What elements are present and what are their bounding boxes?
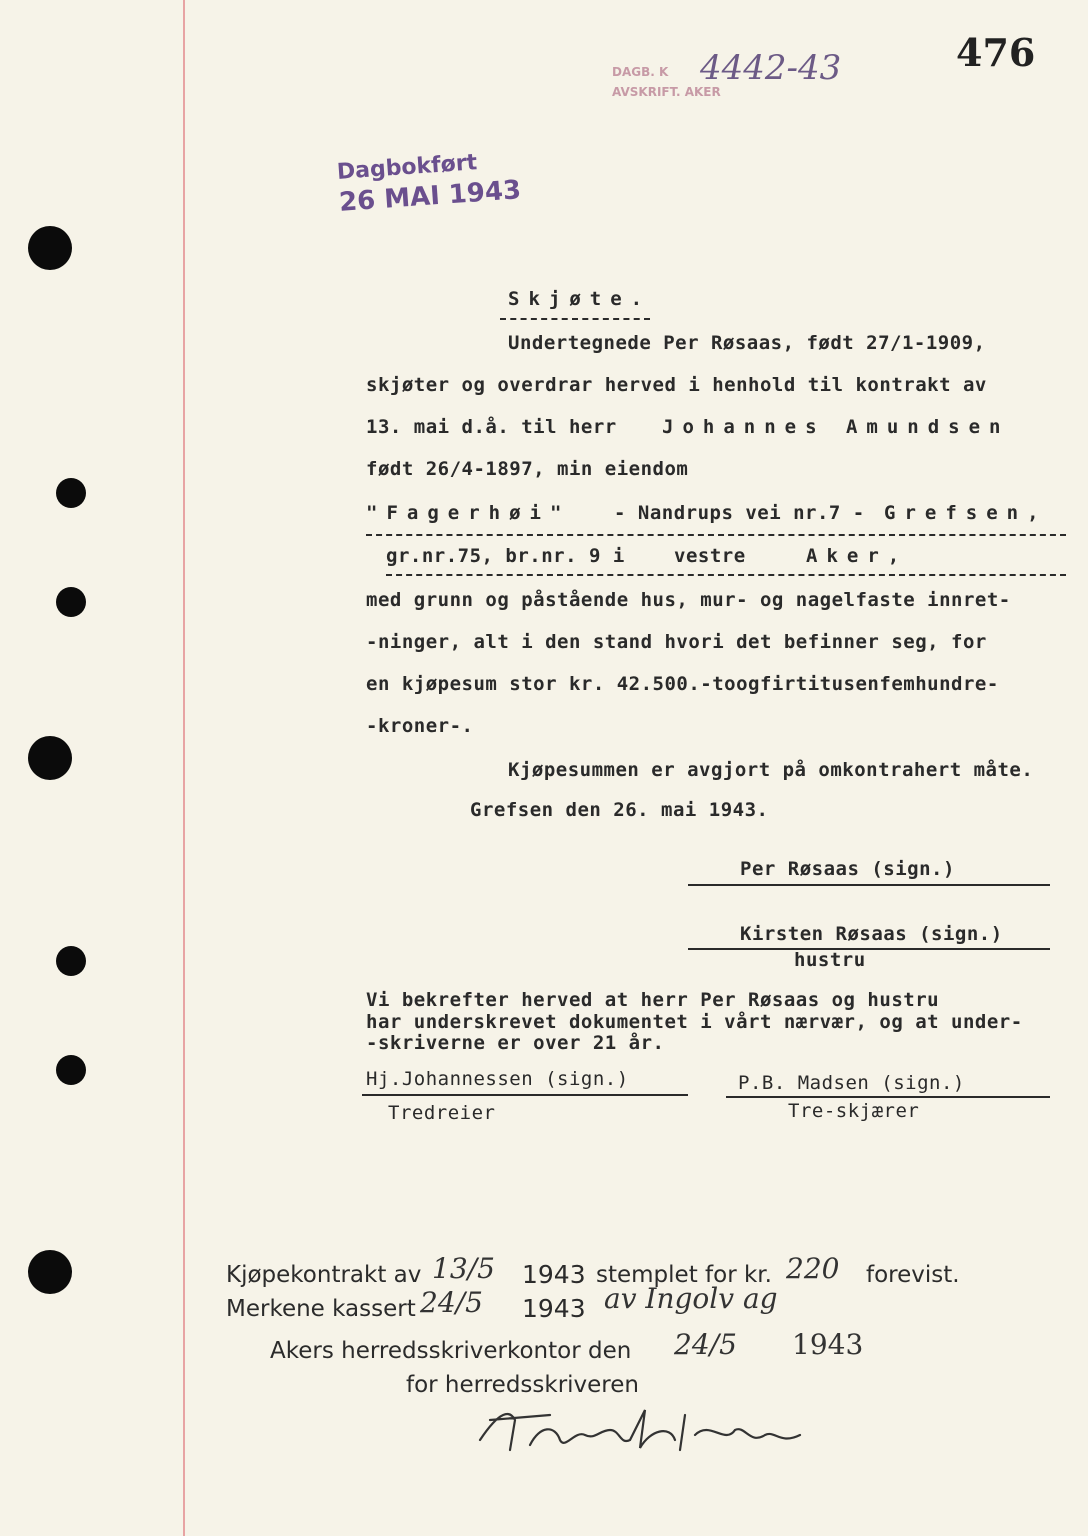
registry-line2-date: 24/5 (420, 1286, 483, 1319)
deed-line: født 26/4-1897, min eiendom (366, 458, 689, 480)
witness-statement-line: -skriverne er over 21 år. (366, 1032, 665, 1054)
registry-line1-date: 13/5 (432, 1252, 495, 1285)
page-number: 476 (956, 30, 1036, 75)
witness-statement-line: Vi bekrefter herved at herr Per Røsaas og hustru (366, 989, 940, 1011)
registry-line1-amount: 220 (786, 1252, 840, 1285)
punch-hole (56, 946, 86, 976)
registrar-signature-text: Thorleif Heien (470, 1400, 479, 1401)
registry-line3-a: Akers herredsskriverkontor den (270, 1338, 632, 1364)
signature-line (688, 884, 1050, 886)
deed-line: 13. mai d.å. til herr (366, 416, 617, 438)
punch-hole (56, 587, 86, 617)
margin-line (183, 0, 185, 1536)
registrar-signature (470, 1400, 830, 1460)
registry-line1-b: stemplet for kr. (596, 1262, 772, 1288)
deed-line: -kroner-. (366, 715, 474, 737)
deed-line: skjøter og overdrar herved i henhold til kontrakt av (366, 374, 987, 396)
date-stamp (336, 145, 522, 218)
registry-line4: for herredsskriveren (406, 1372, 639, 1398)
registry-line2-a: Merkene kassert (226, 1296, 416, 1322)
witness-line (726, 1096, 1050, 1098)
witness-2-name: P.B. Madsen (sign.) (738, 1072, 965, 1094)
registry-line3-date: 24/5 (674, 1328, 737, 1361)
registry-line2-year: 1943 (522, 1294, 586, 1323)
witness-1-name: Hj.Johannessen (sign.) (366, 1068, 629, 1090)
witness-2-role: Tre-skjærer (788, 1100, 920, 1122)
deed-line: -ninger, alt i den stand hvori det befinner seg, for (366, 631, 987, 653)
cadastre-underline (386, 574, 1066, 576)
title-underline (500, 318, 650, 320)
deed-line: gr.nr.75, br.nr. 9 i (386, 545, 625, 567)
journal-stamp-line1: DAGB. K (612, 65, 669, 79)
buyer-name: Johannes Amundsen (662, 416, 1010, 438)
date-stamp-line1: Dagbokført (336, 150, 478, 185)
punch-hole (56, 1055, 86, 1085)
deed-line: Undertegnede Per Røsaas, født 27/1-1909, (508, 332, 986, 354)
date-stamp-line2: 26 MAI 1943 (338, 175, 523, 218)
punch-hole (28, 226, 72, 270)
deed-title: Skjøte. (508, 288, 652, 310)
signature-line (688, 948, 1050, 950)
witness-1-role: Tredreier (388, 1102, 496, 1124)
journal-number: 4442-43 (700, 48, 842, 88)
registry-line1-a: Kjøpekontrakt av (226, 1262, 422, 1288)
registry-line1-year: 1943 (522, 1260, 586, 1289)
deed-line: en kjøpesum stor kr. 42.500.-toogfirtitusenfemhundre- (366, 673, 999, 695)
witness-line (362, 1094, 688, 1096)
spouse-role: hustru (794, 949, 866, 971)
property-place: Grefsen, (884, 502, 1048, 524)
spouse-signature: Kirsten Røsaas (sign.) (740, 923, 1003, 945)
journal-stamp-line2: AVSKRIFT. AKER (612, 85, 721, 99)
punch-hole (28, 1250, 72, 1294)
seller-signature: Per Røsaas (sign.) (740, 858, 955, 880)
punch-hole (56, 478, 86, 508)
property-address: - Nandrups vei nr.7 - (614, 502, 865, 524)
deed-line: Kjøpesummen er avgjort på omkontrahert måte. (508, 759, 1034, 781)
punch-hole (28, 736, 72, 780)
registry-line1-c: forevist. (866, 1262, 960, 1288)
registry-line3-year: 1943 (792, 1328, 864, 1361)
deed-date: Grefsen den 26. mai 1943. (470, 799, 769, 821)
deed-line: vestre (674, 545, 746, 567)
property-underline (366, 534, 1066, 536)
property-name: "Fagerhøi" (366, 502, 571, 524)
deed-line: Aker, (806, 545, 909, 567)
witness-statement-line: har underskrevet dokumentet i vårt nærvær, og at under- (366, 1011, 1023, 1033)
registry-line2-hand: av Ingolv ag (604, 1282, 778, 1315)
deed-line: med grunn og påstående hus, mur- og nagelfaste innret- (366, 589, 1011, 611)
